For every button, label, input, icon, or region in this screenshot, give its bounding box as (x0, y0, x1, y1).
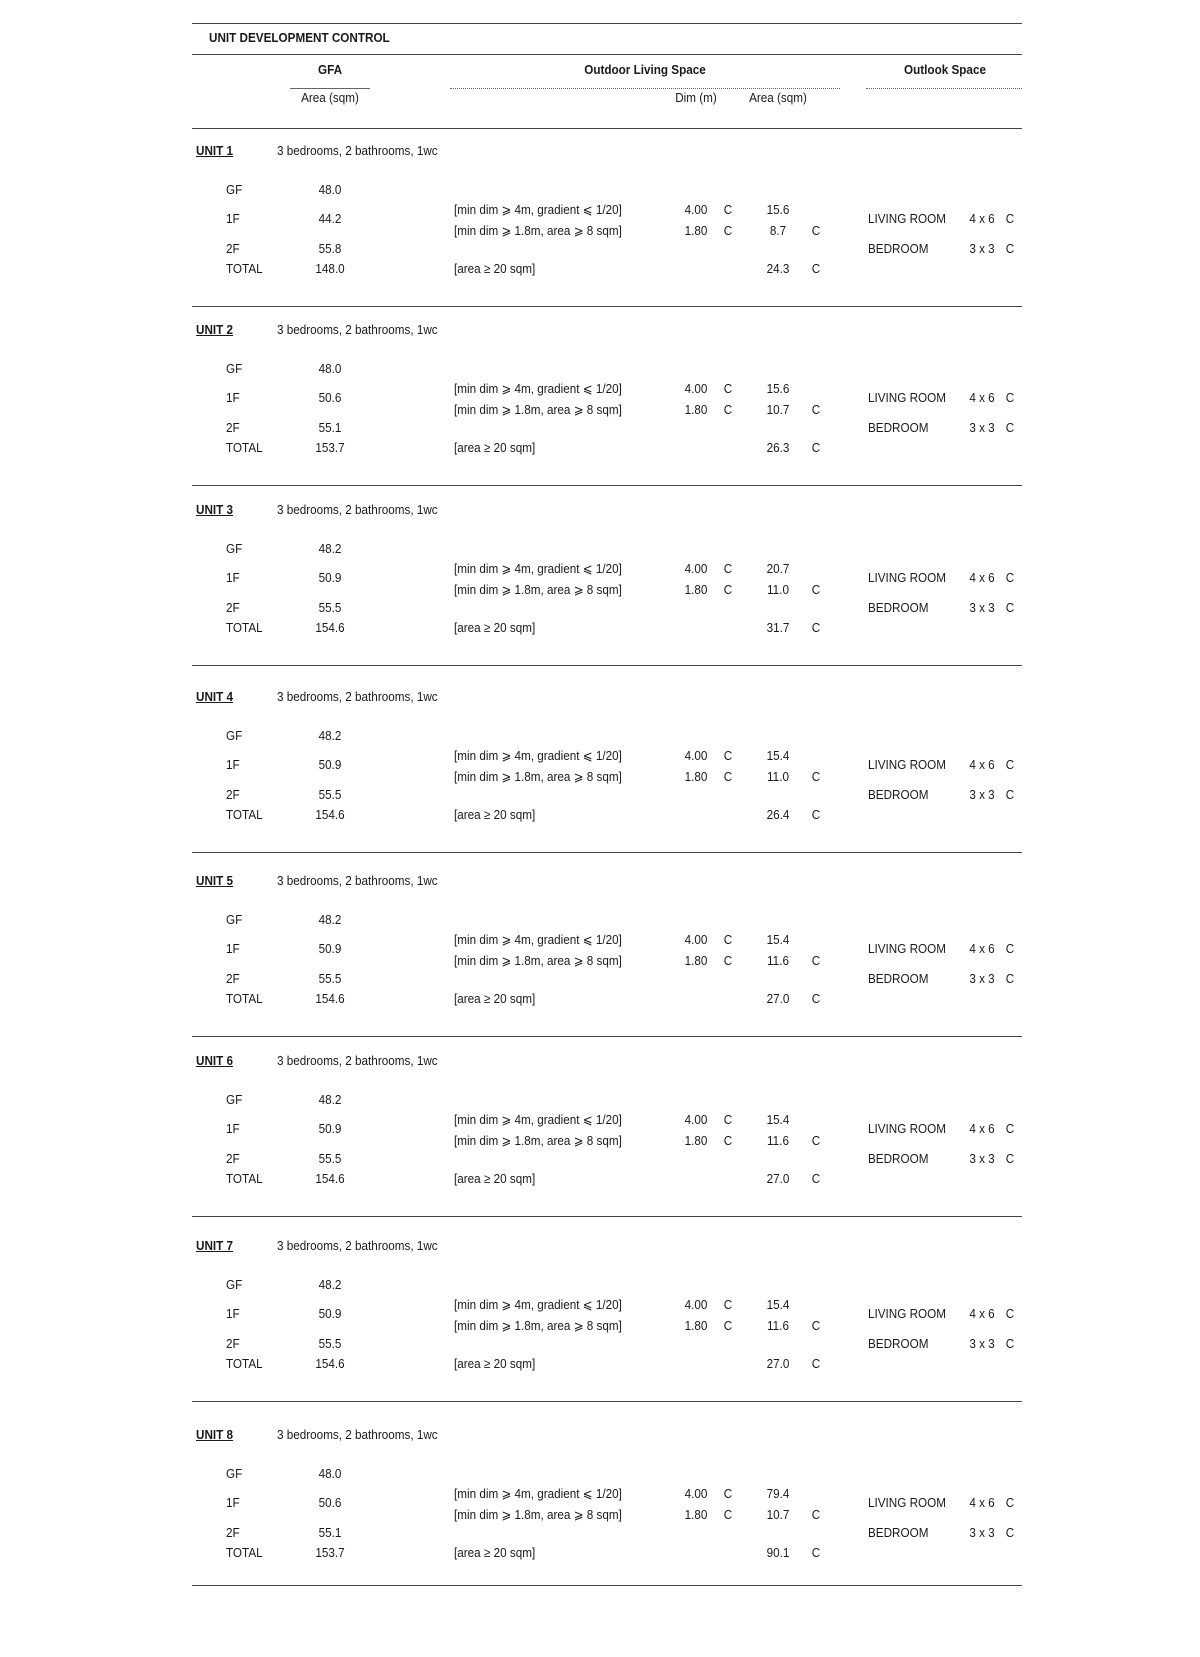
outlook-room-bedroom: BEDROOM (868, 600, 929, 615)
outdoor-rule-secondary: [min dim ⩾ 1.8m, area ⩾ 8 sqm] (454, 223, 622, 238)
floor-label-gf: GF (226, 1466, 243, 1481)
gfa-gf-value: 48.2 (318, 728, 342, 743)
unit-name: UNIT 3 (196, 502, 234, 517)
gfa-gf-value: 48.2 (318, 1092, 342, 1107)
outdoor-total-area: 31.7 (766, 620, 790, 635)
gfa-total-value: 153.7 (315, 440, 345, 455)
gfa-1f-value: 50.9 (318, 1121, 342, 1136)
outlook-room-living: LIVING ROOM (868, 570, 947, 585)
unit-separator (192, 852, 1022, 853)
outlook-living-compliance: C (1005, 941, 1015, 956)
dim-secondary-compliance: C (723, 402, 733, 417)
floor-label-gf: GF (226, 361, 243, 376)
dim-primary-compliance: C (723, 932, 733, 947)
unit-name: UNIT 8 (196, 1427, 234, 1442)
area-secondary: 11.6 (767, 953, 789, 968)
outdoor-rule-secondary: [min dim ⩾ 1.8m, area ⩾ 8 sqm] (454, 1507, 622, 1522)
outdoor-rule-primary: [min dim ⩾ 4m, gradient ⩽ 1/20] (454, 748, 622, 763)
outlook-room-bedroom: BEDROOM (868, 420, 929, 435)
floor-label-1f: 1F (226, 941, 240, 956)
gfa-1f-value: 50.9 (318, 757, 342, 772)
total-label: TOTAL (226, 807, 263, 822)
floor-label-gf: GF (226, 728, 243, 743)
outdoor-rule-total: [area ≥ 20 sqm] (454, 1356, 536, 1371)
area-secondary-compliance: C (811, 953, 821, 968)
floor-label-gf: GF (226, 541, 243, 556)
dim-secondary-compliance: C (723, 953, 733, 968)
outdoor-rule-secondary: [min dim ⩾ 1.8m, area ⩾ 8 sqm] (454, 1133, 622, 1148)
dim-secondary-compliance: C (723, 769, 733, 784)
floor-label-2f: 2F (226, 1151, 240, 1166)
outlook-size-bedroom: 3 x 3 (969, 1151, 995, 1166)
floor-label-gf: GF (226, 1092, 243, 1107)
gfa-header: GFA (317, 62, 343, 77)
outdoor-total-compliance: C (811, 1356, 821, 1371)
outdoor-rule-primary: [min dim ⩾ 4m, gradient ⩽ 1/20] (454, 1486, 622, 1501)
outlook-size-living: 4 x 6 (969, 570, 995, 585)
total-label: TOTAL (226, 1171, 263, 1186)
unit-description: 3 bedrooms, 2 bathrooms, 1wc (277, 1053, 438, 1068)
dim-secondary: 1.80 (684, 1507, 708, 1522)
gfa-2f-value: 55.5 (318, 1151, 342, 1166)
outlook-living-compliance: C (1005, 1121, 1015, 1136)
total-label: TOTAL (226, 991, 263, 1006)
gfa-1f-value: 44.2 (318, 211, 342, 226)
outlook-size-bedroom: 3 x 3 (969, 420, 995, 435)
outlook-header: Outlook Space (904, 62, 986, 77)
gfa-1f-value: 50.6 (318, 1495, 342, 1510)
header-bottom-rule (192, 128, 1022, 129)
outlook-room-bedroom: BEDROOM (868, 1336, 929, 1351)
outdoor-rule-total: [area ≥ 20 sqm] (454, 991, 536, 1006)
area-primary: 15.4 (766, 932, 790, 947)
outlook-living-compliance: C (1005, 570, 1015, 585)
dim-primary: 4.00 (684, 932, 708, 947)
area-primary: 20.7 (766, 561, 790, 576)
outlook-bedroom-compliance: C (1005, 971, 1015, 986)
outlook-size-living: 4 x 6 (969, 1495, 995, 1510)
outdoor-rule-total: [area ≥ 20 sqm] (454, 807, 536, 822)
outdoor-rule-primary: [min dim ⩾ 4m, gradient ⩽ 1/20] (454, 932, 622, 947)
outlook-living-compliance: C (1005, 211, 1015, 226)
area-primary: 15.4 (766, 748, 790, 763)
area-secondary: 11.0 (767, 582, 789, 597)
outdoor-total-area: 90.1 (766, 1545, 790, 1560)
floor-label-2f: 2F (226, 787, 240, 802)
dim-primary: 4.00 (684, 561, 708, 576)
outdoor-total-compliance: C (811, 620, 821, 635)
floor-label-2f: 2F (226, 600, 240, 615)
outlook-bedroom-compliance: C (1005, 787, 1015, 802)
outdoor-total-area: 26.3 (766, 440, 790, 455)
gfa-gf-value: 48.0 (318, 1466, 342, 1481)
dim-primary: 4.00 (684, 1112, 708, 1127)
unit-separator (192, 1401, 1022, 1402)
gfa-2f-value: 55.1 (318, 1525, 342, 1540)
outdoor-rule-primary: [min dim ⩾ 4m, gradient ⩽ 1/20] (454, 1112, 622, 1127)
outdoor-total-area: 27.0 (766, 991, 790, 1006)
floor-label-2f: 2F (226, 1525, 240, 1540)
unit-separator (192, 485, 1022, 486)
outlook-living-compliance: C (1005, 1306, 1015, 1321)
outlook-room-bedroom: BEDROOM (868, 1525, 929, 1540)
dim-primary: 4.00 (684, 1297, 708, 1312)
gfa-total-value: 148.0 (315, 261, 345, 276)
area-primary: 15.6 (766, 381, 790, 396)
outlook-underline (866, 88, 1022, 89)
gfa-gf-value: 48.0 (318, 361, 342, 376)
area-secondary: 10.7 (766, 402, 790, 417)
outdoor-rule-secondary: [min dim ⩾ 1.8m, area ⩾ 8 sqm] (454, 402, 622, 417)
dim-secondary: 1.80 (684, 769, 708, 784)
unit-description: 3 bedrooms, 2 bathrooms, 1wc (277, 502, 438, 517)
outlook-room-bedroom: BEDROOM (868, 1151, 929, 1166)
gfa-2f-value: 55.5 (318, 787, 342, 802)
gfa-underline (290, 88, 370, 89)
outlook-size-bedroom: 3 x 3 (969, 787, 995, 802)
total-label: TOTAL (226, 1356, 263, 1371)
area-secondary-compliance: C (811, 223, 821, 238)
outlook-size-living: 4 x 6 (969, 211, 995, 226)
outdoor-rule-total: [area ≥ 20 sqm] (454, 620, 536, 635)
outlook-room-living: LIVING ROOM (868, 757, 947, 772)
outlook-size-living: 4 x 6 (969, 390, 995, 405)
document-title: UNIT DEVELOPMENT CONTROL (209, 30, 390, 45)
unit-name: UNIT 5 (196, 873, 234, 888)
floor-label-1f: 1F (226, 1306, 240, 1321)
outlook-size-bedroom: 3 x 3 (969, 971, 995, 986)
floor-label-2f: 2F (226, 1336, 240, 1351)
area-secondary: 11.6 (767, 1133, 789, 1148)
dim-secondary: 1.80 (684, 1133, 708, 1148)
unit-separator (192, 665, 1022, 666)
outdoor-rule-secondary: [min dim ⩾ 1.8m, area ⩾ 8 sqm] (454, 582, 622, 597)
floor-label-gf: GF (226, 1277, 243, 1292)
outlook-bedroom-compliance: C (1005, 600, 1015, 615)
outdoor-rule-secondary: [min dim ⩾ 1.8m, area ⩾ 8 sqm] (454, 1318, 622, 1333)
outdoor-total-compliance: C (811, 261, 821, 276)
outlook-bedroom-compliance: C (1005, 420, 1015, 435)
total-label: TOTAL (226, 440, 263, 455)
top-rule (192, 23, 1022, 24)
area-primary: 15.4 (766, 1112, 790, 1127)
total-label: TOTAL (226, 1545, 263, 1560)
gfa-total-value: 154.6 (315, 807, 345, 822)
outlook-room-bedroom: BEDROOM (868, 241, 929, 256)
area-primary: 15.4 (766, 1297, 790, 1312)
dim-primary-compliance: C (723, 381, 733, 396)
unit-separator (192, 1585, 1022, 1586)
dim-secondary-compliance: C (723, 1133, 733, 1148)
outdoor-underline (450, 88, 840, 89)
unit-description: 3 bedrooms, 2 bathrooms, 1wc (277, 873, 438, 888)
gfa-2f-value: 55.1 (318, 420, 342, 435)
unit-description: 3 bedrooms, 2 bathrooms, 1wc (277, 689, 438, 704)
unit-name: UNIT 6 (196, 1053, 234, 1068)
total-label: TOTAL (226, 261, 263, 276)
outdoor-total-area: 26.4 (766, 807, 790, 822)
gfa-total-value: 154.6 (315, 620, 345, 635)
outlook-bedroom-compliance: C (1005, 1525, 1015, 1540)
outdoor-header: Outdoor Living Space (584, 62, 706, 77)
outlook-room-living: LIVING ROOM (868, 1495, 947, 1510)
dim-secondary: 1.80 (684, 1318, 708, 1333)
floor-label-1f: 1F (226, 757, 240, 772)
dim-secondary-compliance: C (723, 1318, 733, 1333)
outlook-room-bedroom: BEDROOM (868, 787, 929, 802)
dim-secondary: 1.80 (684, 582, 708, 597)
outdoor-total-compliance: C (811, 440, 821, 455)
outlook-living-compliance: C (1005, 390, 1015, 405)
dim-primary: 4.00 (684, 202, 708, 217)
gfa-total-value: 154.6 (315, 991, 345, 1006)
outdoor-total-area: 24.3 (766, 261, 790, 276)
outlook-size-living: 4 x 6 (969, 757, 995, 772)
outdoor-rule-total: [area ≥ 20 sqm] (454, 1545, 536, 1560)
header-rule (192, 54, 1022, 55)
floor-label-1f: 1F (226, 1495, 240, 1510)
floor-label-1f: 1F (226, 211, 240, 226)
dim-primary-compliance: C (723, 561, 733, 576)
dim-secondary-compliance: C (723, 582, 733, 597)
outlook-room-living: LIVING ROOM (868, 390, 947, 405)
floor-label-gf: GF (226, 912, 243, 927)
outlook-living-compliance: C (1005, 1495, 1015, 1510)
outdoor-total-compliance: C (811, 1171, 821, 1186)
dim-secondary-compliance: C (723, 223, 733, 238)
outlook-size-living: 4 x 6 (969, 1306, 995, 1321)
unit-description: 3 bedrooms, 2 bathrooms, 1wc (277, 1238, 438, 1253)
gfa-area-header: Area (sqm) (301, 90, 359, 105)
area-secondary-compliance: C (811, 1133, 821, 1148)
dim-primary: 4.00 (684, 1486, 708, 1501)
area-secondary-compliance: C (811, 769, 821, 784)
area-secondary-compliance: C (811, 1318, 821, 1333)
outdoor-rule-total: [area ≥ 20 sqm] (454, 261, 536, 276)
floor-label-2f: 2F (226, 971, 240, 986)
outlook-size-bedroom: 3 x 3 (969, 1336, 995, 1351)
floor-label-2f: 2F (226, 420, 240, 435)
dim-primary-compliance: C (723, 1297, 733, 1312)
unit-separator (192, 1036, 1022, 1037)
unit-description: 3 bedrooms, 2 bathrooms, 1wc (277, 322, 438, 337)
gfa-total-value: 153.7 (315, 1545, 345, 1560)
outdoor-total-compliance: C (811, 1545, 821, 1560)
unit-name: UNIT 4 (196, 689, 234, 704)
area-secondary: 11.6 (767, 1318, 789, 1333)
unit-description: 3 bedrooms, 2 bathrooms, 1wc (277, 143, 438, 158)
gfa-2f-value: 55.5 (318, 600, 342, 615)
dim-secondary: 1.80 (684, 953, 708, 968)
outdoor-total-compliance: C (811, 991, 821, 1006)
unit-description: 3 bedrooms, 2 bathrooms, 1wc (277, 1427, 438, 1442)
area-secondary-compliance: C (811, 582, 821, 597)
dim-secondary: 1.80 (684, 402, 708, 417)
gfa-2f-value: 55.5 (318, 971, 342, 986)
floor-label-gf: GF (226, 182, 243, 197)
dim-secondary-compliance: C (723, 1507, 733, 1522)
dim-header: Dim (m) (675, 90, 717, 105)
outlook-bedroom-compliance: C (1005, 1151, 1015, 1166)
outlook-bedroom-compliance: C (1005, 1336, 1015, 1351)
dim-secondary: 1.80 (684, 223, 708, 238)
outlook-size-bedroom: 3 x 3 (969, 241, 995, 256)
area-header: Area (sqm) (749, 90, 807, 105)
outdoor-total-area: 27.0 (766, 1171, 790, 1186)
unit-name: UNIT 1 (196, 143, 234, 158)
outdoor-rule-primary: [min dim ⩾ 4m, gradient ⩽ 1/20] (454, 202, 622, 217)
gfa-gf-value: 48.2 (318, 1277, 342, 1292)
dim-primary-compliance: C (723, 748, 733, 763)
gfa-1f-value: 50.6 (318, 390, 342, 405)
outlook-living-compliance: C (1005, 757, 1015, 772)
gfa-1f-value: 50.9 (318, 941, 342, 956)
total-label: TOTAL (226, 620, 263, 635)
dim-primary: 4.00 (684, 748, 708, 763)
outdoor-total-area: 27.0 (766, 1356, 790, 1371)
floor-label-1f: 1F (226, 390, 240, 405)
gfa-2f-value: 55.8 (318, 241, 342, 256)
outdoor-total-compliance: C (811, 807, 821, 822)
area-secondary-compliance: C (811, 1507, 821, 1522)
dim-primary: 4.00 (684, 381, 708, 396)
area-secondary: 8.7 (769, 223, 787, 238)
floor-label-1f: 1F (226, 1121, 240, 1136)
outdoor-rule-primary: [min dim ⩾ 4m, gradient ⩽ 1/20] (454, 1297, 622, 1312)
outdoor-rule-secondary: [min dim ⩾ 1.8m, area ⩾ 8 sqm] (454, 769, 622, 784)
gfa-1f-value: 50.9 (318, 1306, 342, 1321)
gfa-total-value: 154.6 (315, 1356, 345, 1371)
outlook-room-living: LIVING ROOM (868, 941, 947, 956)
outlook-size-living: 4 x 6 (969, 1121, 995, 1136)
outlook-room-bedroom: BEDROOM (868, 971, 929, 986)
outlook-room-living: LIVING ROOM (868, 1306, 947, 1321)
outdoor-rule-primary: [min dim ⩾ 4m, gradient ⩽ 1/20] (454, 381, 622, 396)
outdoor-rule-total: [area ≥ 20 sqm] (454, 440, 536, 455)
gfa-gf-value: 48.2 (318, 541, 342, 556)
area-primary: 79.4 (766, 1486, 790, 1501)
unit-name: UNIT 2 (196, 322, 234, 337)
gfa-gf-value: 48.2 (318, 912, 342, 927)
unit-separator (192, 306, 1022, 307)
outdoor-rule-secondary: [min dim ⩾ 1.8m, area ⩾ 8 sqm] (454, 953, 622, 968)
unit-name: UNIT 7 (196, 1238, 234, 1253)
area-secondary: 10.7 (766, 1507, 790, 1522)
outlook-size-bedroom: 3 x 3 (969, 1525, 995, 1540)
unit-separator (192, 1216, 1022, 1217)
outlook-room-living: LIVING ROOM (868, 1121, 947, 1136)
area-primary: 15.6 (766, 202, 790, 217)
outdoor-rule-primary: [min dim ⩾ 4m, gradient ⩽ 1/20] (454, 561, 622, 576)
area-secondary: 11.0 (767, 769, 789, 784)
gfa-total-value: 154.6 (315, 1171, 345, 1186)
outlook-room-living: LIVING ROOM (868, 211, 947, 226)
outlook-size-bedroom: 3 x 3 (969, 600, 995, 615)
floor-label-2f: 2F (226, 241, 240, 256)
gfa-gf-value: 48.0 (318, 182, 342, 197)
outlook-size-living: 4 x 6 (969, 941, 995, 956)
floor-label-1f: 1F (226, 570, 240, 585)
outdoor-rule-total: [area ≥ 20 sqm] (454, 1171, 536, 1186)
outlook-bedroom-compliance: C (1005, 241, 1015, 256)
gfa-2f-value: 55.5 (318, 1336, 342, 1351)
dim-primary-compliance: C (723, 202, 733, 217)
gfa-1f-value: 50.9 (318, 570, 342, 585)
area-secondary-compliance: C (811, 402, 821, 417)
dim-primary-compliance: C (723, 1486, 733, 1501)
dim-primary-compliance: C (723, 1112, 733, 1127)
